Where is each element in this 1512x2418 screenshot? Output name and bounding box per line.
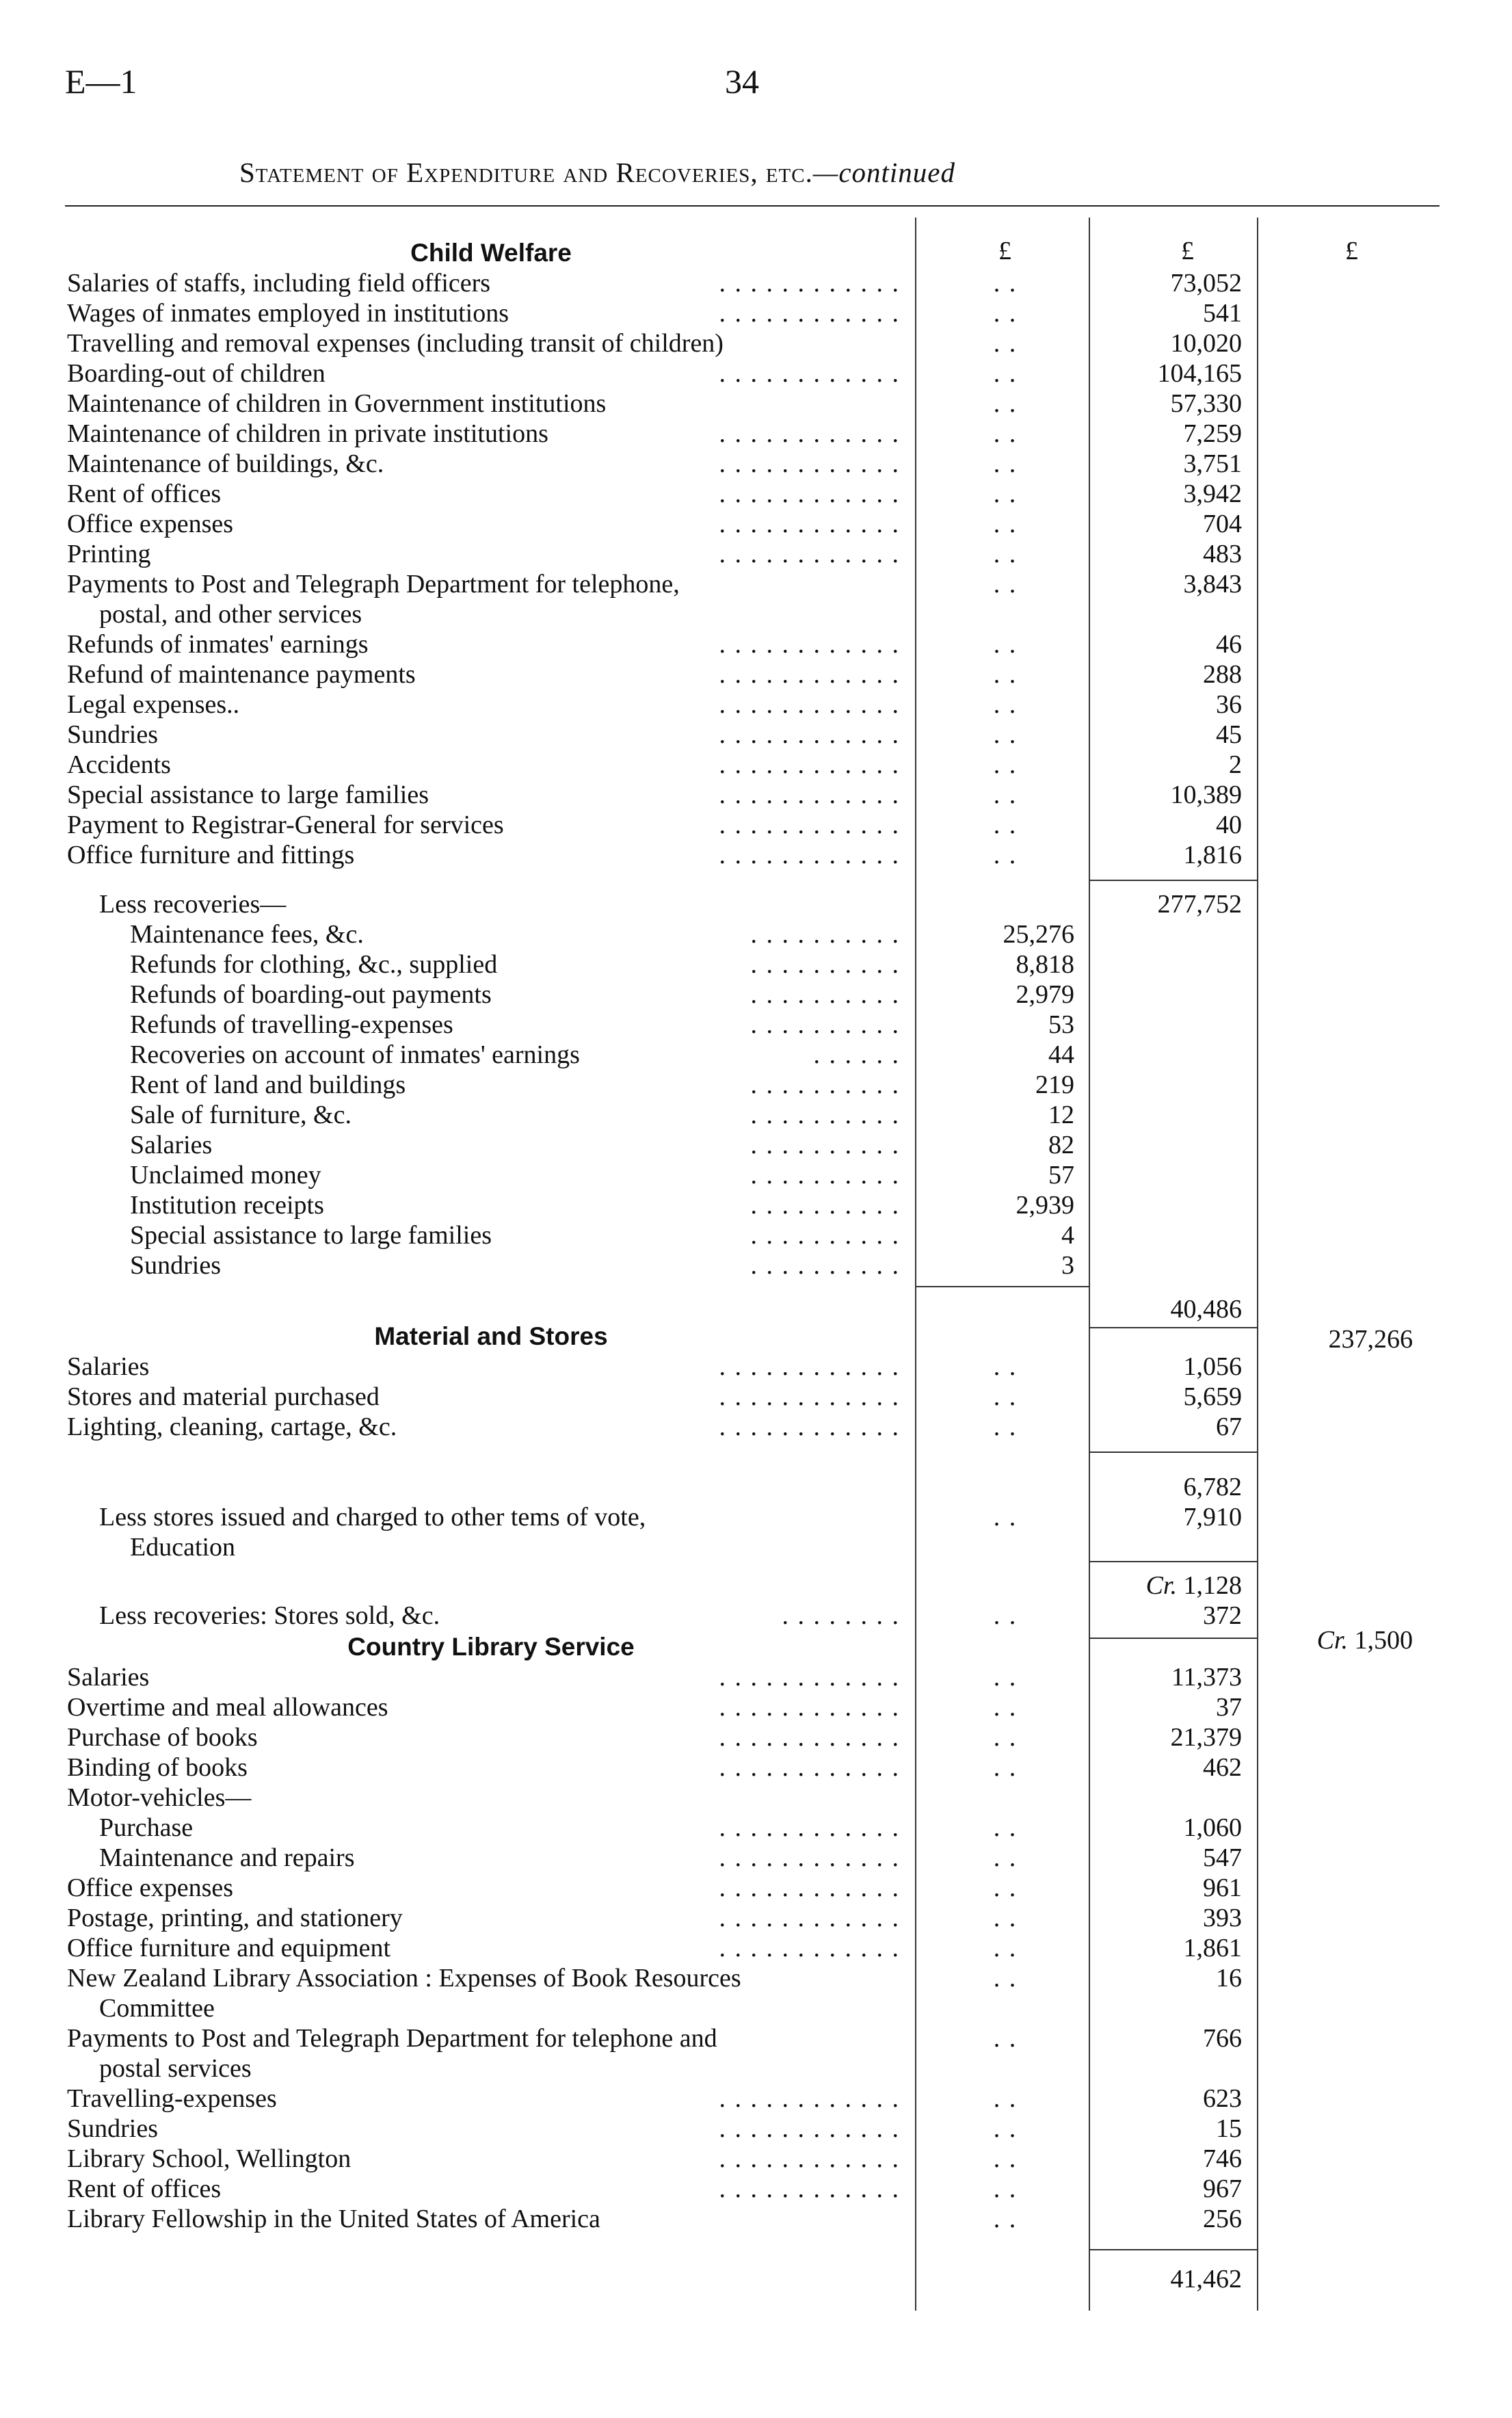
table-row <box>0 1100 1512 1130</box>
leader-dots: . . . . . . . . . . . . <box>719 690 900 719</box>
less-recoveries-label: Less recoveries— <box>99 890 287 919</box>
column-dots: . . <box>993 2084 1018 2113</box>
total-rule <box>1089 1561 1257 1562</box>
leader-dots: . . . . . . . . . . <box>750 1101 900 1129</box>
line-item-label: Library Fellowship in the United States of America <box>67 2205 600 2233</box>
recovery-amount: 3 <box>1061 1251 1074 1280</box>
credit-balance <box>1146 1571 1242 1601</box>
line-item-label: New Zealand Library Association : Expenses of Book Resources <box>67 1964 741 1993</box>
line-item-amount: 16 <box>1216 1964 1242 1993</box>
line-item-amount: 73,052 <box>1170 269 1242 298</box>
line-item-amount: 462 <box>1203 1753 1242 1782</box>
column-dots: . . <box>993 1723 1018 1752</box>
currency-symbol: £ <box>1181 237 1194 265</box>
country-library-total: 41,462 <box>1170 2265 1242 2294</box>
table-row <box>0 599 1512 629</box>
leader-dots: . . . . . . . . . . . . <box>719 2174 900 2203</box>
line-item-amount: 46 <box>1216 630 1242 659</box>
table-row <box>0 1662 1512 1692</box>
table-row <box>0 919 1512 949</box>
leader-dots: . . . . . . . . . . <box>750 980 900 1009</box>
line-item-label-cont: Committee <box>99 1994 215 2023</box>
table-row <box>0 1752 1512 1783</box>
column-dots: . . <box>993 570 1018 599</box>
column-dots: . . <box>993 1904 1018 1932</box>
table-row <box>0 1190 1512 1220</box>
line-item-amount: 1,861 <box>1183 1934 1242 1962</box>
credit-amount: 1,128 <box>1183 1571 1242 1600</box>
line-item-amount: 256 <box>1203 2205 1242 2233</box>
table-row <box>0 1993 1512 2023</box>
column-dots: . . <box>993 750 1018 779</box>
line-item-label: Payments to Post and Telegraph Department for telephone and <box>67 2024 717 2053</box>
leader-dots: . . . . . . . . . . . . <box>719 811 900 839</box>
table-row <box>0 1130 1512 1160</box>
line-item-amount: 21,379 <box>1170 1723 1242 1752</box>
less-recoveries-stores-label: Less recoveries: Stores sold, &c. <box>99 1601 440 1630</box>
table-row <box>0 1324 1512 1354</box>
leader-dots: . . . . . . . . . . . . <box>719 540 900 568</box>
table-row <box>0 1250 1512 1280</box>
table-row <box>0 1963 1512 1993</box>
table-row <box>0 2144 1512 2174</box>
line-item-amount: 7,259 <box>1183 419 1242 448</box>
recovery-amount: 12 <box>1048 1101 1074 1129</box>
line-item-amount: 36 <box>1216 690 1242 719</box>
stores-subtotal: 6,782 <box>1183 1473 1242 1501</box>
table-row <box>0 1382 1512 1412</box>
leader-dots: . . . . . . . . . . <box>750 1070 900 1099</box>
leader-dots: . . . . . . . . . . . . <box>719 2114 900 2143</box>
stores-net-total <box>1317 1625 1413 1655</box>
line-item-label: Maintenance of children in Government institutions <box>67 389 607 418</box>
column-dots: . . <box>993 329 1018 358</box>
total-rule <box>1089 1451 1257 1453</box>
table-row <box>0 1160 1512 1190</box>
table-row <box>0 1933 1512 1963</box>
leader-dots: . . . . . . . . . . . . <box>719 1382 900 1411</box>
recovery-amount: 53 <box>1048 1010 1074 1039</box>
leader-dots: . . . . . . . . . . . . <box>719 1663 900 1692</box>
leader-dots: . . . . . . . . . . . . <box>719 1874 900 1902</box>
line-item-label: Salaries <box>67 1663 150 1692</box>
leader-dots: . . . . . . . . . . . . <box>719 2084 900 2113</box>
leader-dots: . . . . . . . . . . . . <box>719 299 900 328</box>
table-row <box>0 2174 1512 2204</box>
column-dots: . . <box>993 449 1018 478</box>
table-row <box>0 389 1512 419</box>
table-row <box>0 1472 1512 1502</box>
line-item-label: Special assistance to large families <box>67 780 429 809</box>
line-item-amount: 1,816 <box>1183 841 1242 869</box>
leader-dots: . . . . . . . . . . . . <box>719 479 900 508</box>
section-heading-country-library: Country Library Service <box>347 1633 635 1661</box>
line-item-amount: 37 <box>1216 1693 1242 1722</box>
table-row <box>0 1220 1512 1250</box>
line-item-amount: 40 <box>1216 811 1242 839</box>
leader-dots: . . . . . . . . . . <box>750 1131 900 1159</box>
table-row <box>0 840 1512 870</box>
leader-dots: . . . . . . . . <box>782 1601 900 1630</box>
line-item-label: Refund of maintenance payments <box>67 660 416 689</box>
leader-dots: . . . . . . . . . . <box>750 950 900 979</box>
recovery-label: Rent of land and buildings <box>130 1070 406 1099</box>
column-dots: . . <box>993 1964 1018 1993</box>
line-item-label: Library School, Wellington <box>67 2144 352 2173</box>
recovery-label: Refunds for clothing, &c., supplied <box>130 950 498 979</box>
line-item-label: Binding of books <box>67 1753 248 1782</box>
column-dots: . . <box>993 1874 1018 1902</box>
table-row <box>0 810 1512 840</box>
table-row <box>0 889 1512 919</box>
table-row <box>0 569 1512 599</box>
leader-dots: . . . . . . . . . . <box>750 1161 900 1190</box>
leader-dots: . . . . . . . . . . . . <box>719 720 900 749</box>
column-dots: . . <box>993 1352 1018 1381</box>
total-rule <box>1089 880 1257 881</box>
leader-dots: . . . . . . . . . . . . <box>719 419 900 448</box>
table-row <box>0 2023 1512 2053</box>
table-row <box>0 980 1512 1010</box>
leader-dots: . . . . . . . . . . <box>750 1251 900 1280</box>
line-item-amount: 393 <box>1203 1904 1242 1932</box>
line-item-label: Legal expenses.. <box>67 690 240 719</box>
column-dots: . . <box>993 1412 1018 1441</box>
line-item-amount: 1,060 <box>1183 1813 1242 1842</box>
line-item-label: Stores and material purchased <box>67 1382 380 1411</box>
line-item-amount: 11,373 <box>1171 1663 1242 1692</box>
line-item-label: Salaries of staffs, including field officers <box>67 269 491 298</box>
line-item-amount: 541 <box>1203 299 1242 328</box>
line-item-label: Motor-vehicles— <box>67 1783 252 1812</box>
recovery-amount: 44 <box>1048 1040 1074 1069</box>
section-heading-child-welfare: Child Welfare <box>410 239 572 267</box>
table-row <box>0 2264 1512 2294</box>
page-number: 34 <box>725 62 759 101</box>
net-prefix: Cr. <box>1316 1626 1348 1655</box>
line-item-amount: 3,843 <box>1183 570 1242 599</box>
table-row <box>0 1783 1512 1813</box>
less-recoveries-stores-amount: 372 <box>1203 1601 1242 1630</box>
column-dots: . . <box>993 1753 1018 1782</box>
table-row <box>0 1502 1512 1532</box>
leader-dots: . . . . . . . . . . . . <box>719 269 900 298</box>
line-item-amount: 45 <box>1216 720 1242 749</box>
table-row <box>0 949 1512 980</box>
recovery-amount: 4 <box>1061 1221 1074 1250</box>
line-item-label: Payment to Registrar-General for services <box>67 811 504 839</box>
line-item-amount: 57,330 <box>1170 389 1242 418</box>
column-dots: . . <box>993 720 1018 749</box>
line-item-amount: 67 <box>1216 1412 1242 1441</box>
recovery-label: Sale of furniture, &c. <box>130 1101 352 1129</box>
child-welfare-net-total: 237,266 <box>1328 1325 1413 1354</box>
leader-dots: . . . . . . . . . . . . <box>719 841 900 869</box>
table-row <box>0 1843 1512 1873</box>
table-row <box>0 629 1512 659</box>
leader-dots: . . . . . . . . . . . . <box>719 630 900 659</box>
table-row <box>0 1412 1512 1442</box>
recovery-amount: 8,818 <box>1016 950 1074 979</box>
currency-symbol: £ <box>1345 237 1358 265</box>
column-dots: . . <box>993 359 1018 388</box>
column-dots: . . <box>993 510 1018 538</box>
line-item-label: Refunds of inmates' earnings <box>67 630 369 659</box>
table-row <box>0 479 1512 509</box>
section-heading-material-stores: Material and Stores <box>374 1322 608 1350</box>
leader-dots: . . . . . . . . . . <box>750 920 900 949</box>
leader-dots: . . . . . . . . . . <box>750 1191 900 1220</box>
line-item-amount: 961 <box>1203 1874 1242 1902</box>
less-issued-label-cont: Education <box>130 1533 236 1562</box>
recovery-label: Recoveries on account of inmates' earnings <box>130 1040 580 1069</box>
leader-dots: . . . . . . . . . . <box>750 1010 900 1039</box>
table-row <box>0 268 1512 298</box>
column-dots: . . <box>993 2024 1018 2053</box>
line-item-label: Maintenance of children in private institutions <box>67 419 548 448</box>
column-dots: . . <box>993 1663 1018 1692</box>
table-row <box>0 1722 1512 1752</box>
column-dots: . . <box>993 841 1018 869</box>
line-item-amount: 483 <box>1203 540 1242 568</box>
leader-dots: . . . . . . . . . . . . <box>719 2144 900 2173</box>
recovery-amount: 2,979 <box>1016 980 1074 1009</box>
column-dots: . . <box>993 1693 1018 1722</box>
leader-dots: . . . . . . . . . . . . <box>719 1753 900 1782</box>
line-item-label: Postage, printing, and stationery <box>67 1904 403 1932</box>
table-row <box>0 1571 1512 1601</box>
recovery-label: Special assistance to large families <box>130 1221 492 1250</box>
table-row <box>0 1813 1512 1843</box>
net-amount: 1,500 <box>1354 1626 1413 1655</box>
column-dots: . . <box>993 811 1018 839</box>
leader-dots: . . . . . . . . . . . . <box>719 1904 900 1932</box>
line-item-amount: 288 <box>1203 660 1242 689</box>
recovery-label: Sundries <box>130 1251 221 1280</box>
column-dots: . . <box>993 389 1018 418</box>
line-item-amount: 3,751 <box>1183 449 1242 478</box>
line-item-label: Travelling-expenses <box>67 2084 277 2113</box>
column-dots: . . <box>993 540 1018 568</box>
column-dots: . . <box>993 1934 1018 1962</box>
leader-dots: . . . . . . . . . . . . <box>719 1352 900 1381</box>
currency-symbol: £ <box>998 237 1011 265</box>
column-dots: . . <box>993 1601 1018 1630</box>
line-item-label: Payments to Post and Telegraph Department for telephone, <box>67 570 680 599</box>
line-item-label: Maintenance and repairs <box>99 1843 355 1872</box>
line-item-amount: 746 <box>1203 2144 1242 2173</box>
leader-dots: . . . . . . . . . . . . <box>719 780 900 809</box>
line-item-label: Overtime and meal allowances <box>67 1693 388 1722</box>
table-row <box>0 1040 1512 1070</box>
table-row <box>0 539 1512 569</box>
line-item-amount: 2 <box>1229 750 1242 779</box>
column-dots: . . <box>993 299 1018 328</box>
leader-dots: . . . . . . <box>813 1040 900 1069</box>
line-item-label-cont: postal services <box>99 2054 252 2083</box>
table-row <box>0 328 1512 358</box>
line-item-label: Printing <box>67 540 151 568</box>
column-dots: . . <box>993 1382 1018 1411</box>
table-row <box>0 2053 1512 2084</box>
total-rule <box>915 1286 1089 1287</box>
leader-dots: . . . . . . . . . . . . <box>719 449 900 478</box>
line-item-label: Rent of offices <box>67 479 222 508</box>
line-item-amount: 547 <box>1203 1843 1242 1872</box>
recovery-amount: 2,939 <box>1016 1191 1074 1220</box>
table-row <box>0 750 1512 780</box>
line-item-label: Maintenance of buildings, &c. <box>67 449 384 478</box>
line-item-amount: 766 <box>1203 2024 1242 2053</box>
table-row <box>0 358 1512 389</box>
line-item-amount: 623 <box>1203 2084 1242 2113</box>
line-item-label: Salaries <box>67 1352 150 1381</box>
line-item-amount: 5,659 <box>1183 1382 1242 1411</box>
line-item-label: Lighting, cleaning, cartage, &c. <box>67 1412 397 1441</box>
recovery-label: Maintenance fees, &c. <box>130 920 364 949</box>
line-item-amount: 3,942 <box>1183 479 1242 508</box>
line-item-amount: 704 <box>1203 510 1242 538</box>
column-dots: . . <box>993 269 1018 298</box>
recoveries-total: 40,486 <box>1170 1295 1242 1324</box>
leader-dots: . . . . . . . . . . . . <box>719 1934 900 1962</box>
leader-dots: . . . . . . . . . . . . <box>719 1412 900 1441</box>
statement-title: Statement of Expenditure and Recoveries, etc.—continued <box>239 157 956 188</box>
column-dots: . . <box>993 660 1018 689</box>
table-row <box>0 298 1512 328</box>
table-row <box>0 1010 1512 1040</box>
credit-prefix: Cr. <box>1145 1571 1177 1600</box>
column-dots: . . <box>993 1503 1018 1532</box>
leader-dots: . . . . . . . . . . . . <box>719 1813 900 1842</box>
column-dots: . . <box>993 2174 1018 2203</box>
leader-dots: . . . . . . . . . . . . <box>719 750 900 779</box>
line-item-amount: 967 <box>1203 2174 1242 2203</box>
column-dots: . . <box>993 2144 1018 2173</box>
report-reference: E—1 <box>65 62 137 101</box>
line-item-amount: 15 <box>1216 2114 1242 2143</box>
table-row <box>0 1294 1512 1324</box>
line-item-label: Boarding-out of children <box>67 359 326 388</box>
line-item-label: Purchase <box>99 1813 194 1842</box>
table-row <box>0 2084 1512 2114</box>
line-item-label: Purchase of books <box>67 1723 258 1752</box>
table-row <box>0 419 1512 449</box>
leader-dots: . . . . . . . . . . . . <box>719 510 900 538</box>
line-item-amount: 10,389 <box>1170 780 1242 809</box>
table-row <box>0 1352 1512 1382</box>
column-dots: . . <box>993 2114 1018 2143</box>
table-row <box>0 689 1512 720</box>
line-item-amount: 1,056 <box>1183 1352 1242 1381</box>
recovery-label: Refunds of boarding-out payments <box>130 980 492 1009</box>
table-row <box>0 659 1512 689</box>
table-row <box>0 1625 1512 1655</box>
leader-dots: . . . . . . . . . . . . <box>719 660 900 689</box>
table-row <box>0 1903 1512 1933</box>
line-item-label: Office furniture and equipment <box>67 1934 391 1962</box>
line-item-label-cont: postal, and other services <box>99 600 362 629</box>
column-dots: . . <box>993 479 1018 508</box>
leader-dots: . . . . . . . . . . . . <box>719 1843 900 1872</box>
gross-total: 277,752 <box>1157 890 1242 919</box>
line-item-label: Office expenses <box>67 1874 234 1902</box>
line-item-label: Travelling and removal expenses (including transit of children) <box>67 329 724 358</box>
column-dots: . . <box>993 2205 1018 2233</box>
column-dots: . . <box>993 780 1018 809</box>
line-item-label: Rent of offices <box>67 2174 222 2203</box>
table-row <box>0 2204 1512 2234</box>
table-row <box>0 2114 1512 2144</box>
recovery-amount: 219 <box>1035 1070 1074 1099</box>
table-row <box>0 720 1512 750</box>
total-rule <box>1089 2249 1257 2250</box>
recovery-label: Salaries <box>130 1131 213 1159</box>
column-dots: . . <box>993 690 1018 719</box>
column-dots: . . <box>993 1813 1018 1842</box>
column-dots: . . <box>993 630 1018 659</box>
table-row <box>0 1873 1512 1903</box>
line-item-amount: 104,165 <box>1157 359 1242 388</box>
column-dots: . . <box>993 1843 1018 1872</box>
line-item-label: Wages of inmates employed in institutions <box>67 299 509 328</box>
table-row <box>0 509 1512 539</box>
table-row <box>0 780 1512 810</box>
line-item-label: Office expenses <box>67 510 234 538</box>
table-row <box>0 1532 1512 1562</box>
recovery-label: Institution receipts <box>130 1191 324 1220</box>
recovery-label: Refunds of travelling-expenses <box>130 1010 453 1039</box>
leader-dots: . . . . . . . . . . <box>750 1221 900 1250</box>
leader-dots: . . . . . . . . . . . . <box>719 1723 900 1752</box>
line-item-label: Sundries <box>67 2114 158 2143</box>
leader-dots: . . . . . . . . . . . . <box>719 359 900 388</box>
recovery-label: Unclaimed money <box>130 1161 321 1190</box>
table-row <box>0 449 1512 479</box>
recovery-amount: 25,276 <box>1003 920 1074 949</box>
recovery-amount: 57 <box>1048 1161 1074 1190</box>
line-item-label: Sundries <box>67 720 158 749</box>
line-item-label: Accidents <box>67 750 171 779</box>
header-rule <box>65 205 1440 207</box>
less-issued-amount: 7,910 <box>1183 1503 1242 1532</box>
column-dots: . . <box>993 419 1018 448</box>
table-row <box>0 1070 1512 1100</box>
recovery-amount: 82 <box>1048 1131 1074 1159</box>
table-row <box>0 1692 1512 1722</box>
less-issued-label: Less stores issued and charged to other tems of vote, <box>99 1503 646 1532</box>
leader-dots: . . . . . . . . . . . . <box>719 1693 900 1722</box>
line-item-label: Office furniture and fittings <box>67 841 355 869</box>
line-item-amount: 10,020 <box>1170 329 1242 358</box>
